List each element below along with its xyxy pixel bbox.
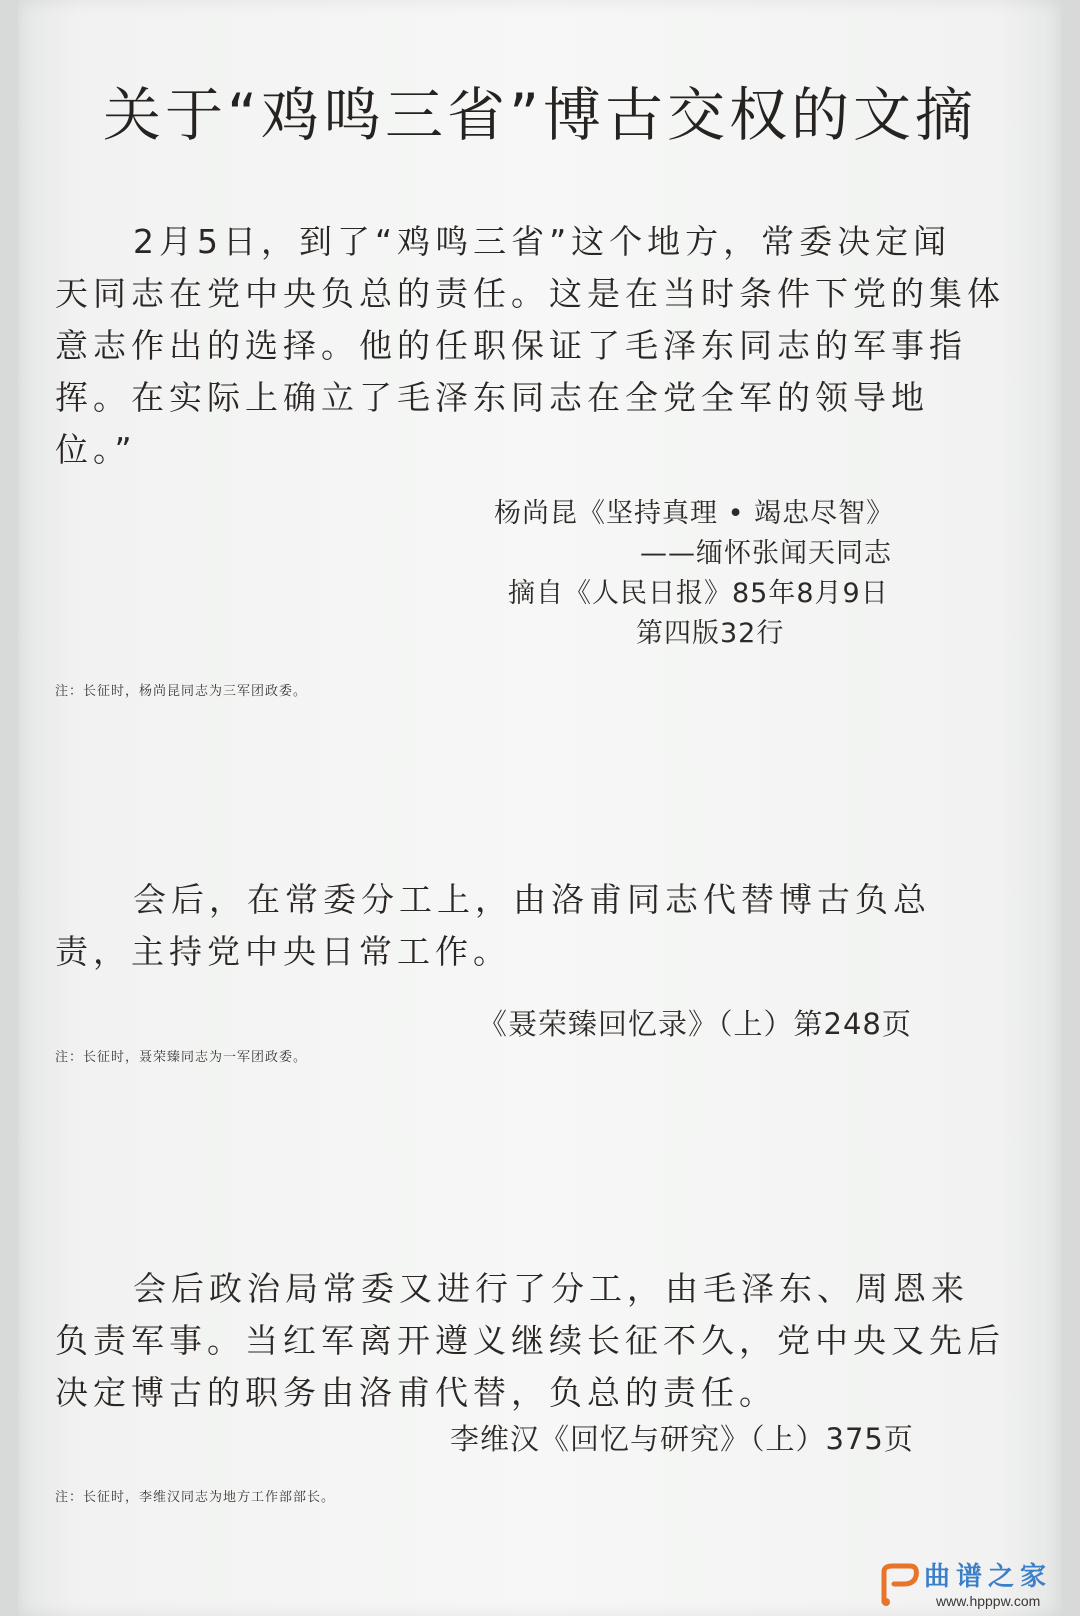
source-citation-1-publication: 摘自《人民日报》85年8月9日 bbox=[508, 578, 889, 609]
footnote-1: 注：长征时，杨尚昆同志为三军团政委。 bbox=[55, 684, 308, 699]
paragraph-line: 意志作出的选择。他的任职保证了毛泽东同志的军事指 bbox=[55, 326, 967, 365]
paragraph-line: 负责军事。当红军离开遵义继续长征不久，党中央又先后 bbox=[55, 1321, 1005, 1360]
site-watermark bbox=[876, 1562, 1076, 1616]
paragraph-line: 位。” bbox=[55, 430, 137, 469]
source-citation-2: 《聂荣臻回忆录》（上）第248页 bbox=[478, 1007, 912, 1041]
paragraph-line: 会后政治局常委又进行了分工，由毛泽东、周恩来 bbox=[133, 1269, 969, 1308]
excerpt-paragraph-2 bbox=[55, 874, 1030, 978]
source-citation-1-page: 第四版32行 bbox=[636, 618, 785, 649]
paragraph-line: 责，主持党中央日常工作。 bbox=[55, 932, 511, 971]
paragraph-line: 会后，在常委分工上，由洛甫同志代替博古负总 bbox=[133, 880, 931, 919]
music-note-logo-icon bbox=[876, 1562, 922, 1608]
paragraph-line: 决定博古的职务由洛甫代替，负总的责任。 bbox=[55, 1373, 777, 1412]
source-citation-1-author: 杨尚昆《坚持真理 • 竭忠尽智》 bbox=[494, 498, 895, 529]
excerpt-paragraph-1 bbox=[55, 216, 1033, 476]
excerpt-paragraph-3 bbox=[55, 1263, 1035, 1419]
source-citation-1-subtitle: ——缅怀张闻天同志 bbox=[640, 538, 892, 569]
paragraph-line: 2月5日，到了“鸡鸣三省”这个地方，常委决定闻 bbox=[133, 222, 952, 261]
paragraph-line: 天同志在党中央负总的责任。这是在当时条件下党的集体 bbox=[55, 274, 1005, 313]
footnote-2: 注：长征时，聂荣臻同志为一军团政委。 bbox=[55, 1050, 308, 1065]
page-title: 关于“鸡鸣三省”博古交权的文摘 bbox=[102, 81, 978, 149]
watermark-site-name: 曲谱之家 bbox=[924, 1562, 1053, 1592]
footnote-3: 注：长征时，李维汉同志为地方工作部部长。 bbox=[55, 1490, 336, 1505]
paragraph-line: 挥。在实际上确立了毛泽东同志在全党全军的领导地 bbox=[55, 378, 929, 417]
watermark-url: www.hpppw.com bbox=[936, 1593, 1041, 1609]
source-citation-3: 李维汉《回忆与研究》（上）375页 bbox=[450, 1422, 914, 1456]
